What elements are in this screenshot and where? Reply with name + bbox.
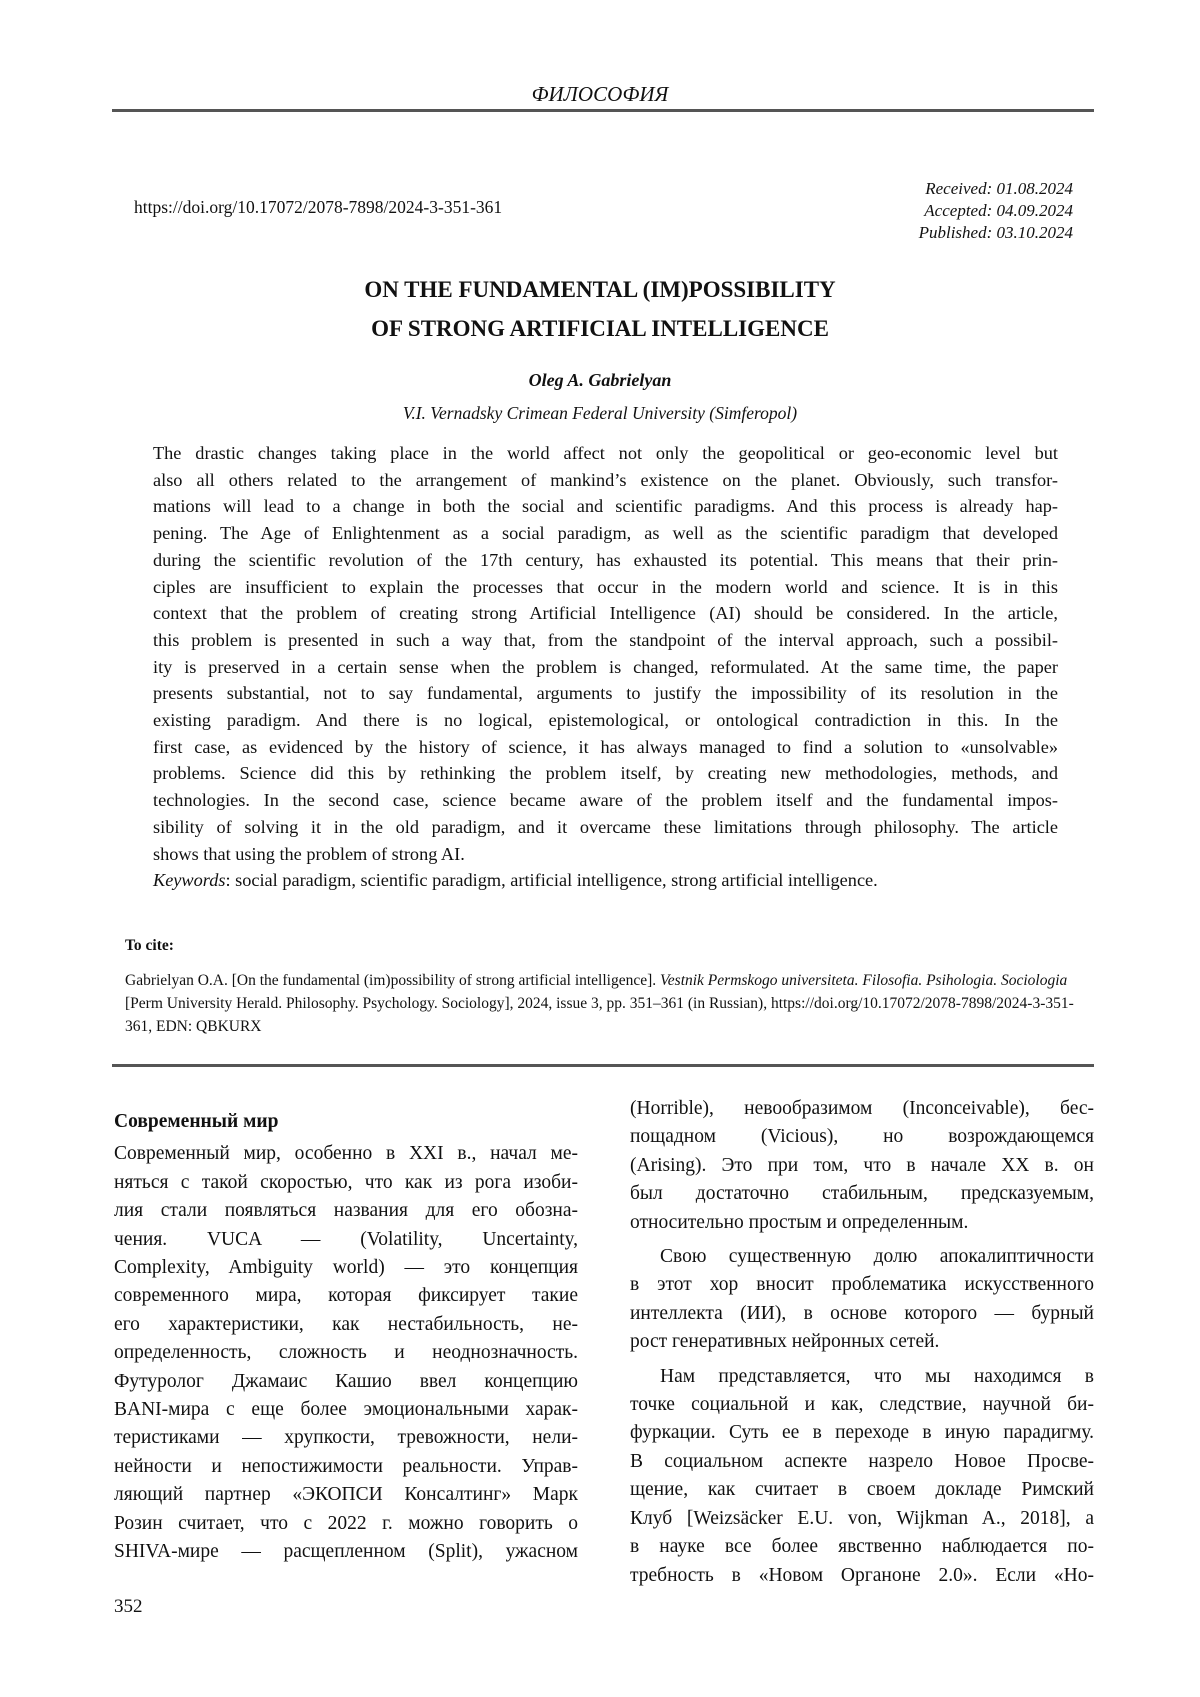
text-line: also all others related to the arrangement of mankind’s existence on the planet. Obviously, such transfor-: [153, 467, 1058, 494]
citation: [125, 969, 1080, 1038]
text-line: (Arising). Это при том, что в начале XX в. он: [630, 1152, 1094, 1180]
doi-link[interactable]: https://doi.org/10.17072/2078-7898/2024-3-351-361: [134, 197, 502, 218]
text-line: ciples are insufficient to explain the processes that occur in the modern world and science. It is in this: [153, 574, 1058, 601]
article-title: [0, 270, 1200, 348]
text-line: Клуб [Weizsäcker E.U. von, Wijkman A., 2018], а: [630, 1505, 1094, 1533]
author-affiliation: V.I. Vernadsky Crimean Federal University (Simferopol): [0, 403, 1200, 424]
text-line: современного мира, которая фиксирует такие: [114, 1282, 578, 1310]
text-line: точке социальной и как, следствие, научной би-: [630, 1391, 1094, 1419]
abstract-text: [153, 440, 1058, 867]
text-line: щение, как считает в своем докладе Римский: [630, 1476, 1094, 1504]
citation-part-1: Gabrielyan O.A. [On the fundamental (im)possibility of strong artificial intelligence].: [125, 972, 660, 989]
citation-journal: Vestnik Permskogo universiteta. Filosofia. Psihologia. Sociologia: [660, 972, 1067, 989]
text-line: Свою существенную долю апокалиптичности: [630, 1243, 1094, 1271]
text-line: this problem is presented in such a way that, from the standpoint of the interval approach, such a possibil-: [153, 627, 1058, 654]
paragraph: [630, 1363, 1094, 1590]
title-line-2: OF STRONG ARTIFICIAL INTELLIGENCE: [0, 309, 1200, 348]
title-line-1: ON THE FUNDAMENTAL (IM)POSSIBILITY: [0, 270, 1200, 309]
citation-part-2: [Perm University Herald. Philosophy. Psychology. Sociology], 2024, issue 3, pp. 351–361 (in Russian), https://doi.org/10.17072/2078-7898/2024-3-351-361, EDN: QBKURX: [125, 995, 1074, 1035]
section-header: ФИЛОСОФИЯ: [0, 82, 1200, 107]
text-line: требность в «Новом Органоне 2.0». Если «Но-: [630, 1562, 1094, 1590]
text-line: пощадном (Vicious), но возрождающемся: [630, 1123, 1094, 1151]
text-line: first case, as evidenced by the history of science, it has always managed to find a solution to «unsolvable»: [153, 734, 1058, 761]
text-line: был достаточно стабильным, предсказуемым,: [630, 1180, 1094, 1208]
accepted-date: Accepted: 04.09.2024: [919, 200, 1073, 222]
keywords: [153, 867, 1058, 894]
text-line: The drastic changes taking place in the world affect not only the geopolitical or geo-economic level but: [153, 440, 1058, 467]
keywords-text: : social paradigm, scientific paradigm, artificial intelligence, strong artificial intelligence.: [225, 870, 877, 890]
text-line: Футуролог Джамаис Кашио ввел концепцию: [114, 1368, 578, 1396]
text-line: няться с такой скоростью, что как из рога изоби-: [114, 1169, 578, 1197]
paragraph: [630, 1095, 1094, 1237]
text-line: нейности и непостижимости реальности. Управ-: [114, 1453, 578, 1481]
text-line: mations will lead to a change in both the social and scientific paradigms. And this process is already hap-: [153, 493, 1058, 520]
text-line: рост генеративных нейронных сетей.: [630, 1328, 1094, 1356]
author-name: Oleg A. Gabrielyan: [0, 370, 1200, 391]
abstract: [153, 440, 1058, 894]
text-line: Розин считает, что с 2022 г. можно говорить о: [114, 1510, 578, 1538]
section-rule: [112, 1064, 1094, 1067]
text-line: интеллекта (ИИ), в основе которого — бурный: [630, 1300, 1094, 1328]
text-line: pening. The Age of Enlightenment as a social paradigm, as well as the scientific paradigm that developed: [153, 520, 1058, 547]
text-line: Нам представляется, что мы находимся в: [630, 1363, 1094, 1391]
text-line: фуркации. Суть ее в переходе в иную парадигму.: [630, 1419, 1094, 1447]
text-line: чения. VUCA — (Volatility, Uncertainty,: [114, 1226, 578, 1254]
text-line: SHIVA-мире — расщепленном (Split), ужасном: [114, 1538, 578, 1566]
text-line: Complexity, Ambiguity world) — это концепция: [114, 1254, 578, 1282]
text-line: ity is preserved in a certain sense when the problem is changed, reformulated. At the same time, the paper: [153, 654, 1058, 681]
section-heading: Современный мир: [114, 1108, 578, 1136]
text-line: context that the problem of creating strong Artificial Intelligence (AI) should be considered. In the article,: [153, 600, 1058, 627]
to-cite-label: To cite:: [125, 937, 174, 955]
right-column: [630, 1095, 1094, 1590]
text-line: лия стали появляться названия для его обозна-: [114, 1197, 578, 1225]
text-line: относительно простым и определенным.: [630, 1209, 1094, 1237]
text-line: В социальном аспекте назрело Новое Просве-: [630, 1448, 1094, 1476]
right-column-text: [630, 1095, 1094, 1590]
text-line: sibility of solving it in the old paradigm, and it overcame these limitations through philosophy. The article: [153, 814, 1058, 841]
text-line: shows that using the problem of strong AI.: [153, 841, 1058, 868]
keywords-label: Keywords: [153, 870, 225, 890]
text-line: в этот хор вносит проблематика искусственного: [630, 1271, 1094, 1299]
text-line: presents substantial, not to say fundamental, arguments to justify the impossibility of its resolution in the: [153, 680, 1058, 707]
published-date: Published: 03.10.2024: [919, 222, 1073, 244]
text-line: during the scientific revolution of the 17th century, has exhausted its potential. This means that their prin-: [153, 547, 1058, 574]
text-line: (Horrible), невообразимом (Inconceivable), бес-: [630, 1095, 1094, 1123]
text-line: его характеристики, как нестабильность, не-: [114, 1311, 578, 1339]
text-line: technologies. In the second case, science became aware of the problem itself and the fundamental impos-: [153, 787, 1058, 814]
text-line: теристиками — хрупкости, тревожности, нели-: [114, 1424, 578, 1452]
text-line: problems. Science did this by rethinking the problem itself, by creating new methodologies, methods, and: [153, 760, 1058, 787]
text-line: определенность, сложность и неоднозначность.: [114, 1339, 578, 1367]
paragraph: [630, 1243, 1094, 1357]
left-column: [114, 1108, 578, 1567]
publication-dates: [919, 178, 1073, 244]
text-line: ляющий партнер «ЭКОПСИ Консалтинг» Марк: [114, 1481, 578, 1509]
left-column-text: [114, 1140, 578, 1566]
text-line: existing paradigm. And there is no logical, epistemological, or ontological contradiction in this. In the: [153, 707, 1058, 734]
header-rule: [112, 109, 1094, 112]
received-date: Received: 01.08.2024: [919, 178, 1073, 200]
page-number: 352: [114, 1596, 143, 1618]
text-line: Современный мир, особенно в XXI в., начал ме-: [114, 1140, 578, 1168]
text-line: BANI-мира с еще более эмоциональными харак-: [114, 1396, 578, 1424]
text-line: в науке все более явственно наблюдается по-: [630, 1533, 1094, 1561]
